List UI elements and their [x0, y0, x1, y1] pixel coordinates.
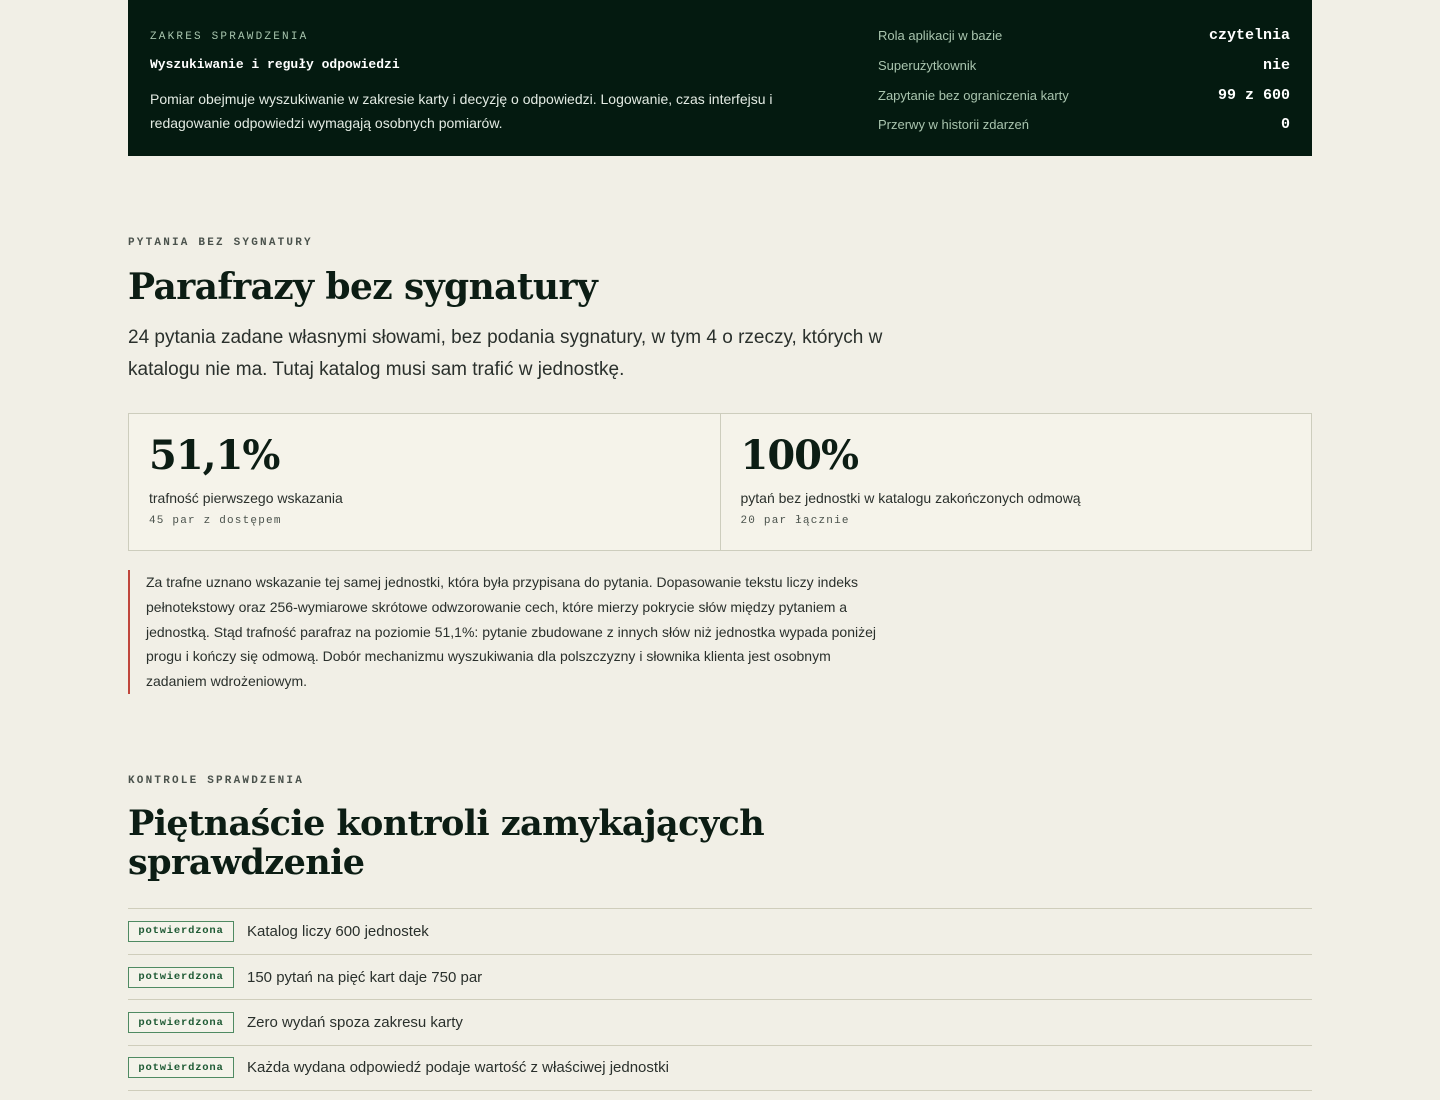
metric-label: Rola aplikacji w bazie	[878, 28, 1003, 44]
stat-value: 100%	[740, 432, 859, 479]
metric-value: 0	[1280, 116, 1290, 134]
paraphrase-lead: 24 pytania zadane własnymi słowami, bez podania sygnatury, w tym 4 o rzeczy, których w katalogu nie ma. Tutaj katalog musi sam trafić w jednostkę.	[128, 327, 883, 380]
stat-card-refusal	[720, 414, 1312, 550]
check-item	[128, 999, 1312, 1045]
status-badge: potwierdzona	[128, 1012, 234, 1033]
stat-note: 45 par z dostępem	[149, 515, 282, 527]
scope-title: Wyszukiwanie i reguły odpowiedzi	[150, 57, 400, 72]
stat-label: trafność pierwszego wskazania	[149, 490, 343, 506]
check-text: Zero wydań spoza zakresu karty	[247, 1014, 463, 1032]
metric-value: czytelnia	[1208, 27, 1290, 45]
scope-description: Pomiar obejmuje wyszukiwanie w zakresie karty i decyzję o odpowiedzi. Logowanie, czas interfejsu i redagowanie odpowiedzi wymagają osobnych pomiarów.	[150, 91, 773, 131]
check-item	[128, 908, 1312, 954]
stats-grid	[128, 413, 1312, 551]
stat-note: 20 par łącznie	[740, 515, 850, 527]
metric-value: 99 z 600	[1217, 86, 1290, 104]
checks-heading-line1: Piętnaście kontroli zamykających	[128, 803, 765, 844]
metric-row	[878, 21, 1290, 51]
scope-metrics	[878, 0, 1290, 156]
scope-summary	[150, 0, 810, 156]
status-badge: potwierdzona	[128, 967, 234, 988]
metric-row	[878, 110, 1290, 140]
scope-panel	[128, 0, 1312, 156]
metric-row	[878, 80, 1290, 110]
checks-list	[128, 908, 1312, 1091]
metric-value: nie	[1262, 57, 1290, 75]
stat-value: 51,1%	[149, 432, 280, 479]
status-badge: potwierdzona	[128, 921, 234, 942]
stat-label: pytań bez jednostki w katalogu zakończonych odmową	[740, 490, 1081, 506]
check-item	[128, 954, 1312, 1000]
paraphrase-heading: Parafrazy bez sygnatury	[128, 266, 598, 308]
metric-label: Superużytkownik	[878, 58, 977, 74]
checks-eyebrow: KONTROLE SPRAWDZENIA	[128, 775, 305, 787]
scope-eyebrow: ZAKRES SPRAWDZENIA	[150, 31, 309, 43]
check-text: Katalog liczy 600 jednostek	[247, 922, 429, 940]
check-text: 150 pytań na pięć kart daje 750 par	[247, 968, 483, 986]
metric-label: Przerwy w historii zdarzeń	[878, 117, 1029, 133]
stat-card-accuracy	[129, 414, 720, 550]
check-item	[128, 1045, 1312, 1091]
method-note: Za trafne uznano wskazanie tej samej jednostki, która była przypisana do pytania. Dopasowanie tekstu liczy indeks pełnotekstowy oraz 256-wymiarowe skrótowe odwzorowanie cech, które mierzy pokrycie słów między pytaniem a jednostką. Stąd trafność parafraz na poziomie 51,1%: pytanie zbudowane z innych słów niż jednostka wypada poniżej progu i kończy się odmową. Dobór mechanizmu wyszukiwania dla polszczyzny i słownika klienta jest osobnym zadaniem wdrożeniowym.	[128, 570, 888, 694]
paraphrase-eyebrow: PYTANIA BEZ SYGNATURY	[128, 237, 313, 249]
check-text: Każda wydana odpowiedź podaje wartość z właściwej jednostki	[247, 1059, 669, 1077]
checks-heading-line2: sprawdzenie	[128, 842, 365, 883]
checks-heading	[128, 804, 764, 882]
metric-row	[878, 51, 1290, 81]
metric-label: Zapytanie bez ograniczenia karty	[878, 87, 1069, 103]
status-badge: potwierdzona	[128, 1057, 234, 1078]
